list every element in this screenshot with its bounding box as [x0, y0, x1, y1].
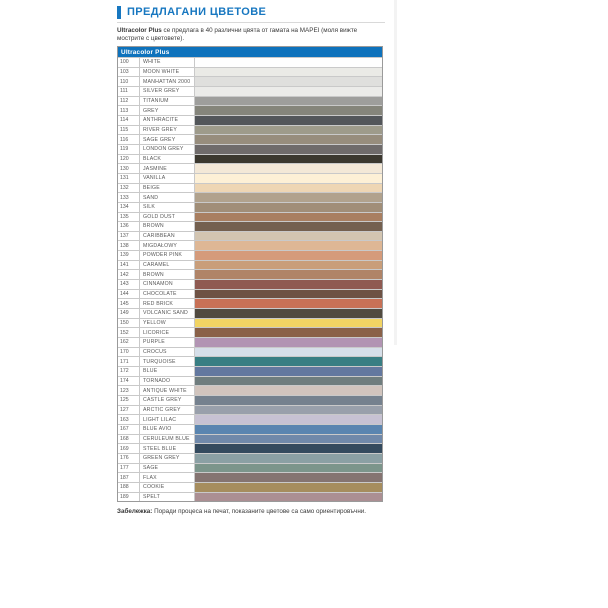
color-swatch — [195, 425, 382, 434]
color-name: BROWN — [140, 270, 195, 279]
color-swatch — [195, 483, 382, 492]
color-name: CASTLE GREY — [140, 396, 195, 405]
color-swatch — [195, 415, 382, 424]
color-swatch — [195, 193, 382, 202]
color-code: 187 — [118, 473, 140, 482]
color-code: 150 — [118, 319, 140, 328]
section-title-wrap — [117, 5, 385, 19]
color-code: 188 — [118, 483, 140, 492]
table-row — [118, 115, 382, 125]
color-code: 145 — [118, 299, 140, 308]
table-row — [118, 183, 382, 193]
color-code: 131 — [118, 174, 140, 183]
table-row — [118, 67, 382, 77]
color-name: COOKIE — [140, 483, 195, 492]
color-swatch — [195, 464, 382, 473]
footnote-text: Поради процеса на печат, показаните цветове са само ориентировъчни. — [152, 508, 367, 516]
color-name: BLACK — [140, 155, 195, 164]
color-name: RED BRICK — [140, 299, 195, 308]
color-name: LONDON GREY — [140, 145, 195, 154]
table-row — [118, 105, 382, 115]
color-swatch — [195, 290, 382, 299]
color-code: 100 — [118, 58, 140, 67]
color-code: 116 — [118, 135, 140, 144]
table-row — [118, 424, 382, 434]
color-swatch — [195, 493, 382, 502]
table-row — [118, 96, 382, 106]
table-row — [118, 318, 382, 328]
color-code: 127 — [118, 406, 140, 415]
table-row — [118, 212, 382, 222]
color-name: POWDER PINK — [140, 251, 195, 260]
color-swatch — [195, 174, 382, 183]
color-swatch — [195, 145, 382, 154]
table-row — [118, 385, 382, 395]
color-code: 144 — [118, 290, 140, 299]
color-code: 110 — [118, 77, 140, 86]
color-swatch — [195, 58, 382, 67]
color-code: 152 — [118, 328, 140, 337]
color-name: JASMINE — [140, 164, 195, 173]
table-row — [118, 279, 382, 289]
table-row — [118, 453, 382, 463]
color-name: CINNAMON — [140, 280, 195, 289]
color-code: 111 — [118, 87, 140, 96]
table-row — [118, 144, 382, 154]
color-swatch — [195, 473, 382, 482]
color-code: 114 — [118, 116, 140, 125]
footnote — [117, 508, 385, 515]
table-row — [118, 376, 382, 386]
color-swatch — [195, 164, 382, 173]
table-row — [118, 356, 382, 366]
color-name: LIGHT LILAC — [140, 415, 195, 424]
title-divider — [117, 22, 385, 23]
color-swatch — [195, 299, 382, 308]
table-row — [118, 327, 382, 337]
color-swatch — [195, 87, 382, 96]
table-row — [118, 269, 382, 279]
color-table-header: Ultracolor Plus — [118, 47, 382, 57]
color-code: 169 — [118, 444, 140, 453]
color-name: YELLOW — [140, 319, 195, 328]
color-table — [117, 46, 383, 502]
color-swatch — [195, 406, 382, 415]
footnote-label: Забележка: — [117, 508, 153, 516]
color-swatch — [195, 126, 382, 135]
table-row — [118, 308, 382, 318]
color-name: SAGE GREY — [140, 135, 195, 144]
color-swatch — [195, 184, 382, 193]
color-name: SAND — [140, 193, 195, 202]
table-row — [118, 405, 382, 415]
color-name: BLUE AVIO — [140, 425, 195, 434]
table-row — [118, 134, 382, 144]
color-name: BEIGE — [140, 184, 195, 193]
color-swatch — [195, 97, 382, 106]
color-swatch — [195, 232, 382, 241]
color-code: 135 — [118, 213, 140, 222]
table-row — [118, 202, 382, 212]
color-swatch — [195, 213, 382, 222]
color-name: SILVER GREY — [140, 87, 195, 96]
title-accent-bar — [117, 6, 121, 19]
table-row — [118, 414, 382, 424]
color-name: SILK — [140, 203, 195, 212]
color-swatch — [195, 348, 382, 357]
color-table-body — [118, 57, 382, 501]
table-row — [118, 221, 382, 231]
color-code: 163 — [118, 415, 140, 424]
table-row — [118, 231, 382, 241]
color-swatch — [195, 241, 382, 250]
color-name: RIVER GREY — [140, 126, 195, 135]
color-name: TORNADO — [140, 377, 195, 386]
color-code: 171 — [118, 357, 140, 366]
color-swatch — [195, 261, 382, 270]
color-name: CROCUS — [140, 348, 195, 357]
table-row — [118, 125, 382, 135]
color-swatch — [195, 357, 382, 366]
color-code: 103 — [118, 68, 140, 77]
table-row — [118, 443, 382, 453]
color-swatch — [195, 203, 382, 212]
color-code: 120 — [118, 155, 140, 164]
color-code: 189 — [118, 493, 140, 502]
color-name: PURPLE — [140, 338, 195, 347]
table-row — [118, 173, 382, 183]
color-code: 137 — [118, 232, 140, 241]
color-swatch — [195, 309, 382, 318]
content-area — [117, 5, 385, 515]
color-code: 170 — [118, 348, 140, 357]
color-name: GOLD DUST — [140, 213, 195, 222]
color-code: 143 — [118, 280, 140, 289]
color-name: SAGE — [140, 464, 195, 473]
color-swatch — [195, 328, 382, 337]
color-swatch — [195, 444, 382, 453]
color-code: 149 — [118, 309, 140, 318]
intro-product-name: Ultracolor Plus — [117, 27, 162, 34]
color-code: 139 — [118, 251, 140, 260]
color-name: GREEN GREY — [140, 454, 195, 463]
color-code: 134 — [118, 203, 140, 212]
color-swatch — [195, 135, 382, 144]
color-swatch — [195, 435, 382, 444]
color-name: CARIBBEAN — [140, 232, 195, 241]
intro-description: се предлага в 40 различни цвята от гамата на MAPEI (моля вижте мострите с цветовете). — [117, 27, 358, 42]
color-name: VOLCANIC SAND — [140, 309, 195, 318]
page-title: ПРЕДЛАГАНИ ЦВЕТОВЕ — [127, 6, 267, 18]
color-code: 141 — [118, 261, 140, 270]
color-name: ARCTIC GREY — [140, 406, 195, 415]
table-row — [118, 482, 382, 492]
color-swatch — [195, 454, 382, 463]
color-swatch — [195, 106, 382, 115]
color-swatch — [195, 367, 382, 376]
color-code: 177 — [118, 464, 140, 473]
table-row — [118, 492, 382, 502]
table-row — [118, 250, 382, 260]
table-row — [118, 463, 382, 473]
color-name: FLAX — [140, 473, 195, 482]
table-row — [118, 240, 382, 250]
color-code: 168 — [118, 435, 140, 444]
color-swatch — [195, 77, 382, 86]
color-code: 132 — [118, 184, 140, 193]
table-row — [118, 395, 382, 405]
color-code: 130 — [118, 164, 140, 173]
color-code: 119 — [118, 145, 140, 154]
table-row — [118, 154, 382, 164]
color-name: TURQUOISE — [140, 357, 195, 366]
color-code: 172 — [118, 367, 140, 376]
color-swatch — [195, 116, 382, 125]
table-row — [118, 337, 382, 347]
color-code: 142 — [118, 270, 140, 279]
table-row — [118, 434, 382, 444]
color-name: BLUE — [140, 367, 195, 376]
color-swatch — [195, 396, 382, 405]
color-code: 115 — [118, 126, 140, 135]
table-row — [118, 366, 382, 376]
color-name: MANHATTAN 2000 — [140, 77, 195, 86]
color-code: 123 — [118, 386, 140, 395]
color-code: 133 — [118, 193, 140, 202]
intro-text — [117, 27, 385, 42]
color-swatch — [195, 386, 382, 395]
color-name: CHOCOLATE — [140, 290, 195, 299]
color-name: GREY — [140, 106, 195, 115]
color-code: 174 — [118, 377, 140, 386]
table-row — [118, 57, 382, 67]
color-code: 112 — [118, 97, 140, 106]
color-name: BROWN — [140, 222, 195, 231]
color-name: ANTIQUE WHITE — [140, 386, 195, 395]
table-row — [118, 472, 382, 482]
table-row — [118, 260, 382, 270]
color-code: 125 — [118, 396, 140, 405]
color-swatch — [195, 251, 382, 260]
page-edge-divider — [394, 0, 397, 345]
color-swatch — [195, 68, 382, 77]
color-code: 136 — [118, 222, 140, 231]
table-row — [118, 192, 382, 202]
table-row — [118, 298, 382, 308]
color-swatch — [195, 319, 382, 328]
color-swatch — [195, 280, 382, 289]
color-name: LICORICE — [140, 328, 195, 337]
table-row — [118, 347, 382, 357]
table-row — [118, 163, 382, 173]
table-row — [118, 76, 382, 86]
color-swatch — [195, 222, 382, 231]
color-name: WHITE — [140, 58, 195, 67]
color-name: MOON WHITE — [140, 68, 195, 77]
color-code: 167 — [118, 425, 140, 434]
color-swatch — [195, 155, 382, 164]
color-swatch — [195, 338, 382, 347]
color-code: 113 — [118, 106, 140, 115]
color-name: TITANIUM — [140, 97, 195, 106]
table-row — [118, 289, 382, 299]
color-swatch — [195, 377, 382, 386]
color-code: 176 — [118, 454, 140, 463]
color-name: CARAMEL — [140, 261, 195, 270]
color-swatch — [195, 270, 382, 279]
color-code: 138 — [118, 241, 140, 250]
color-name: VANILLA — [140, 174, 195, 183]
color-code: 162 — [118, 338, 140, 347]
color-name: CERULEUM BLUE — [140, 435, 195, 444]
color-name: ANTHRACITE — [140, 116, 195, 125]
color-name: MIGDAŁOWY — [140, 241, 195, 250]
color-name: SPELT — [140, 493, 195, 502]
color-name: STEEL BLUE — [140, 444, 195, 453]
table-row — [118, 86, 382, 96]
